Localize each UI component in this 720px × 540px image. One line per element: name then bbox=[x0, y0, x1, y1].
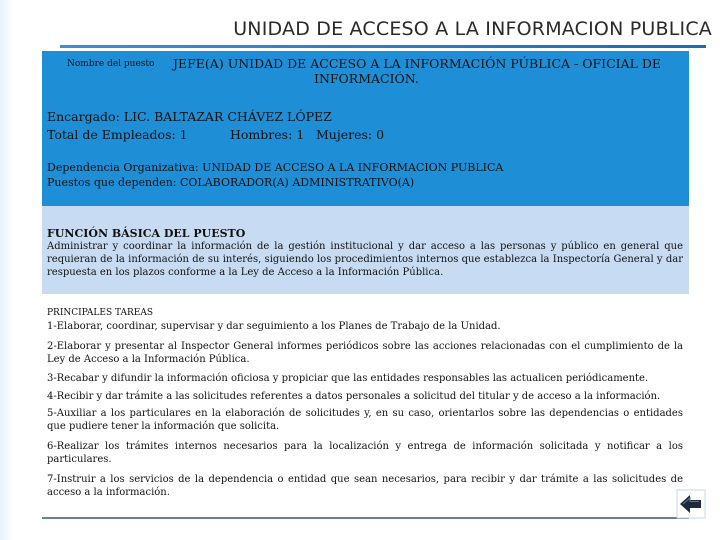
position-name-line2: INFORMACIÓN. bbox=[314, 71, 419, 86]
employees-men: Hombres: 1 bbox=[230, 127, 305, 142]
title-underline bbox=[60, 45, 706, 48]
back-nav-button[interactable] bbox=[676, 489, 706, 519]
task-item: 7-Instruir a los servicios de la dependencia o entidad que sean necesarios, para recibir y dar trámite a las solicitudes de acceso a la información. bbox=[47, 474, 683, 498]
dependency-line: Dependencia Organizativa: UNIDAD DE ACCESO A LA INFORMACION PUBLICA bbox=[47, 161, 504, 174]
basic-function-text: Administrar y coordinar la información de la gestión institucional y dar acceso a las personas y público en general que requieran de la información de su interés, siguiendo los procedimientos internos que establezca la Inspectoría General y dar respuesta en los plazos conforme a la Ley de Acceso a la Información Pública. bbox=[47, 241, 683, 278]
side-accent bbox=[0, 0, 14, 540]
task-item: 4-Recibir y dar trámite a las solicitudes referentes a datos personales a solicitud del titular y de acceso a la información. bbox=[47, 391, 661, 402]
task-item: 6-Realizar los trámites internos necesarios para la localización y entrega de información solicitada y notificar a los particulares. bbox=[47, 441, 683, 465]
back-arrow-icon bbox=[676, 489, 706, 519]
employees-total: Total de Empleados: 1 bbox=[47, 127, 188, 142]
task-item: 3-Recabar y difundir la información oficiosa y propiciar que las entidades responsables las actualicen periódicamente. bbox=[47, 373, 649, 384]
employees-women: Mujeres: 0 bbox=[316, 127, 385, 142]
page-title: UNIDAD DE ACCESO A LA INFORMACION PUBLICA bbox=[233, 18, 712, 40]
task-item: 5-Auxiliar a los particulares en la elaboración de solicitudes y, en su caso, orientarlos sobre las dependencias o entidades que pudiere tener la información que solicita. bbox=[47, 408, 683, 432]
main-tasks-heading: PRINCIPALES TAREAS bbox=[47, 308, 154, 318]
manager-line: Encargado: LIC. BALTAZAR CHÁVEZ LÓPEZ bbox=[47, 109, 332, 124]
position-name-line1: JEFE(A) UNIDAD DE ACCESO A LA INFORMACIÓN PÚBLICA - OFICIAL DE bbox=[173, 56, 662, 71]
basic-function-heading: FUNCIÓN BÁSICA DEL PUESTO bbox=[47, 227, 246, 240]
task-item: 1-Elaborar, coordinar, supervisar y dar seguimiento a los Planes de Trabajo de la Unidad. bbox=[47, 321, 501, 332]
task-item: 2-Elaborar y presentar al Inspector General informes periódicos sobre las acciones relacionadas con el cumplimiento de la Ley de Acceso a la Información Pública. bbox=[47, 341, 683, 365]
position-label: Nombre del puesto bbox=[67, 59, 155, 69]
subordinates-line: Puestos que dependen: COLABORADOR(A) ADMINISTRATIVO(A) bbox=[47, 176, 415, 189]
bottom-divider bbox=[42, 517, 689, 519]
